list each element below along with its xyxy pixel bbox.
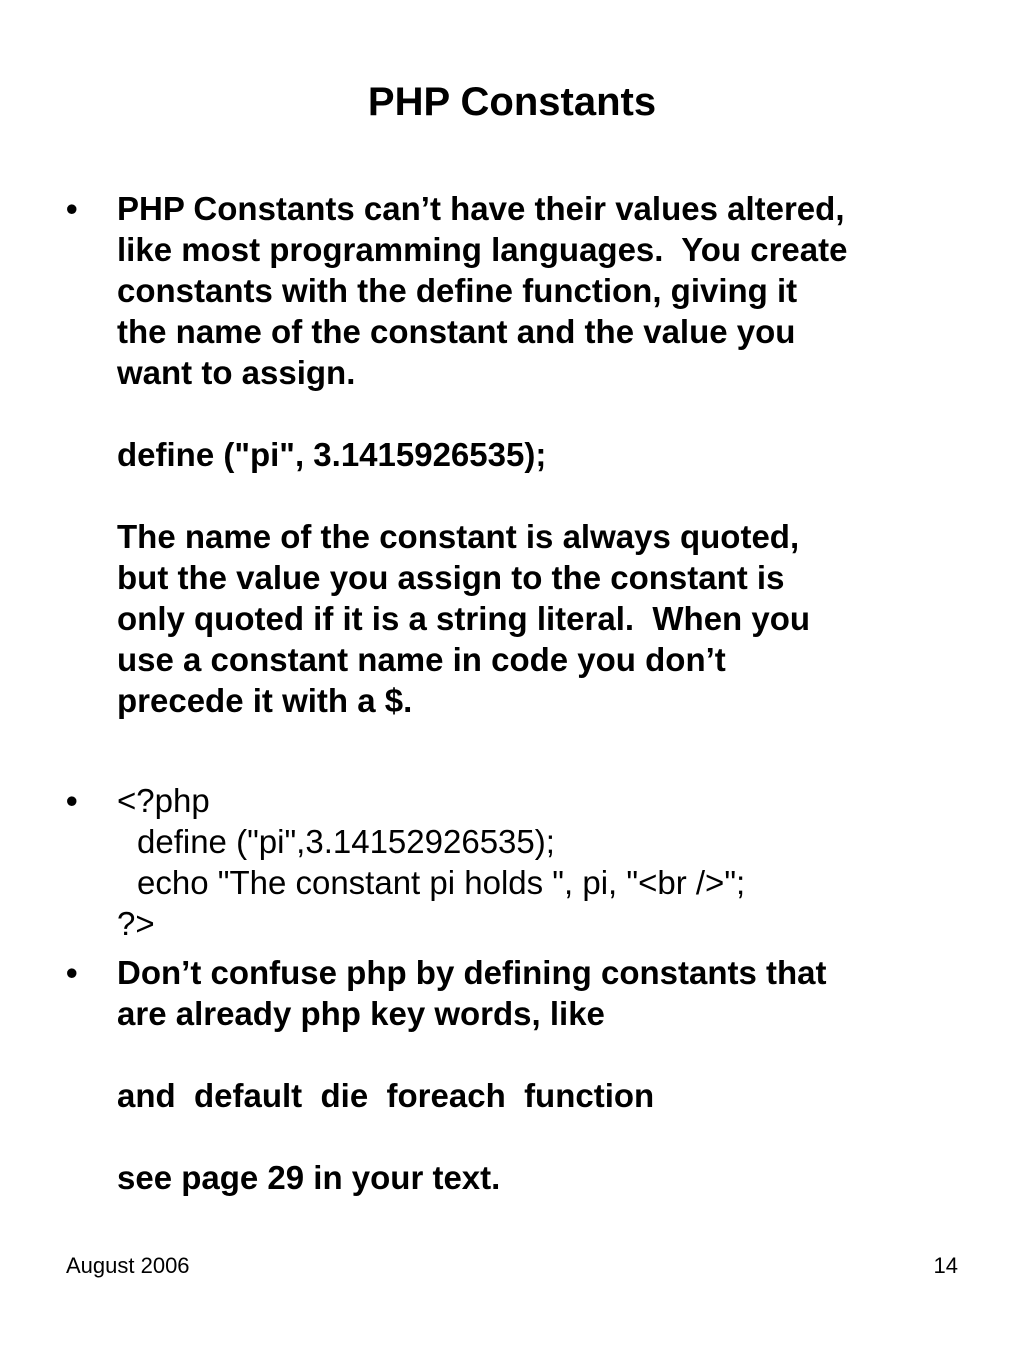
define-example: define ("pi", 3.1415926535); — [117, 436, 547, 473]
bullet-1-line: the name of the constant and the value you — [117, 313, 796, 350]
keyword-list: and default die foreach function — [117, 1077, 655, 1114]
bullet-1-line: want to assign. — [117, 354, 356, 391]
bullet-1-note-line: precede it with a $. — [117, 682, 413, 719]
text-reference: see page 29 in your text. — [117, 1159, 501, 1196]
bullet-1-note-line: but the value you assign to the constant is — [117, 559, 785, 596]
bullet-1-line: PHP Constants can’t have their values altered, — [117, 190, 845, 227]
bullet-1-line: like most programming languages. You create — [117, 231, 848, 268]
code-line: echo "The constant pi holds ", pi, "<br />"; — [137, 864, 746, 901]
bullet-1-note-line: The name of the constant is always quoted, — [117, 518, 800, 555]
footer-date: August 2006 — [66, 1253, 190, 1278]
bullet-3-line: Don’t confuse php by defining constants that — [117, 954, 827, 991]
bullet-marker: • — [66, 190, 78, 227]
bullet-3-line: are already php key words, like — [117, 995, 605, 1032]
bullet-1-note-line: use a constant name in code you don’t — [117, 641, 726, 678]
page-number: 14 — [933, 1253, 958, 1278]
bullet-1-line: constants with the define function, giving it — [117, 272, 798, 309]
code-line: ?> — [117, 905, 155, 942]
slide-title: PHP Constants — [367, 80, 657, 124]
bullet-1-note-line: only quoted if it is a string literal. When you — [117, 600, 811, 637]
code-line: <?php — [117, 782, 210, 819]
code-line: define ("pi",3.14152926535); — [137, 823, 555, 860]
bullet-marker: • — [66, 782, 78, 819]
bullet-marker: • — [66, 954, 78, 991]
